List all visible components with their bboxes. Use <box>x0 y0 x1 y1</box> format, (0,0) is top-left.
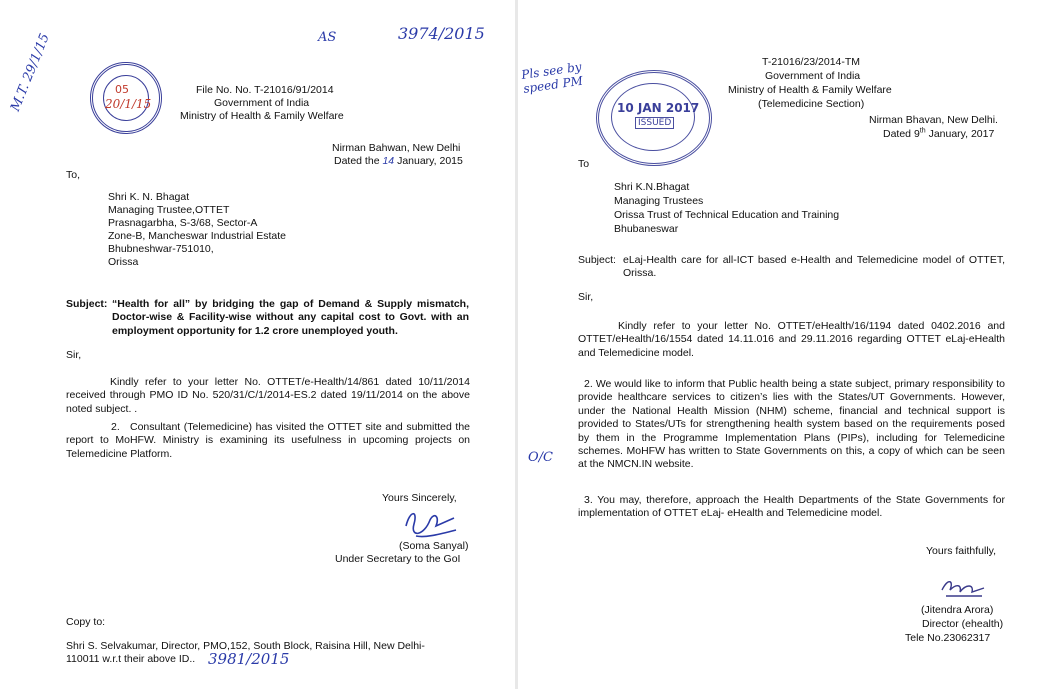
address-line-4: Bhubaneswar <box>614 223 679 235</box>
stamp-date: 10 JAN 2017 <box>617 101 700 115</box>
ministry-name: Ministry of Health & Family Welfare <box>728 84 892 96</box>
section-name: (Telemedicine Section) <box>758 98 865 110</box>
handwritten-margin-note: O/C <box>528 450 553 465</box>
handwritten-reference: 3974/2015 <box>398 24 485 43</box>
address-line-1: Shri K.N.Bhagat <box>614 181 690 193</box>
letter-2017 <box>522 0 1041 689</box>
file-number: File No. No. T-21016/91/2014 <box>196 84 334 96</box>
stamp-issued: ISSUED <box>635 117 674 129</box>
address-line-4: Zone-B, Mancheswar Industrial Estate <box>108 230 286 242</box>
handwritten-note: Pls see by speed PM <box>520 59 584 96</box>
copy-line-2: 110011 w.r.t their above ID.. <box>66 653 196 665</box>
closing: Yours faithfully, <box>926 545 997 557</box>
place: Nirman Bahwan, New Delhi <box>332 142 461 154</box>
to-label: To <box>578 158 590 170</box>
date-day: 14 <box>382 155 395 167</box>
address-line-2: Managing Trustee,OTTET <box>108 204 230 216</box>
govt-name: Government of India <box>765 70 861 82</box>
closing: Yours Sincerely, <box>382 492 457 504</box>
copy-line-1: Shri S. Selvakumar, Director, PMO,152, South Block, Raisina Hill, New Delhi- <box>66 640 425 652</box>
signer-name: (Soma Sanyal) <box>399 540 469 552</box>
date-line <box>883 128 994 141</box>
subject-label: Subject: <box>66 298 108 310</box>
ministry-name: Ministry of Health & Family Welfare <box>180 110 344 122</box>
subject-text: eLaj-Health care for all-ICT based e-Health and Telemedicine model of OTTET, Orissa. <box>623 254 1005 280</box>
handwritten-margin-note: M.T. 29/1/15 <box>8 31 53 114</box>
date-suffix: January, 2015 <box>397 155 463 167</box>
date-day: 9 <box>913 128 920 140</box>
handwritten-copy-reference: 3981/2015 <box>208 650 290 668</box>
signer-title: Under Secretary to the GoI <box>335 553 461 565</box>
page-divider <box>515 0 518 689</box>
handwritten-initials: AS <box>318 30 337 45</box>
place: Nirman Bhavan, New Delhi. <box>869 114 998 126</box>
subject-text: “Health for all” by bridging the gap of Demand & Supply mismatch, Doctor-wise & Facility-wise without any capital cost to Govt. with an employment opportunity for 1.2 crore unemployed youth. <box>112 298 469 337</box>
address-line-5: Bhubneshwar-751010, <box>108 243 214 255</box>
signature-mark <box>396 506 466 542</box>
paragraph-2: Consultant (Telemedicine) has visited the OTTET site and submitted the report to MoHFW. Ministry is examining its usefulness in upcoming projects on Telemedicine Platform. <box>66 421 470 460</box>
subject-label: Subject: <box>578 254 616 266</box>
issued-stamp <box>596 70 712 166</box>
paragraph-2: 2. We would like to inform that Public health being a state subject, primary responsibility to provide healthcare services to citizen’s lies with the States/UT Governments. However, under the National Health Mission (NHM) scheme, financial and technical support is provided to States/UTs for strengthening health system based on the requirements posed by them in the Programme Implementation Plans (PIPs), including for Telemedicine schemes. MoHFW has written to State Governments on this, a copy of which can be seen at the NMCN.IN website. <box>578 378 1005 471</box>
date-line <box>334 155 463 168</box>
salutation: Sir, <box>66 349 82 361</box>
govt-name: Government of India <box>214 97 310 109</box>
file-number: T-21016/23/2014-TM <box>762 56 861 68</box>
date-prefix: Dated <box>883 128 912 140</box>
stamp-date: 20/1/15 <box>105 97 152 111</box>
letter-2015 <box>0 0 512 689</box>
paragraph-3: 3. You may, therefore, approach the Health Departments of the State Governments for implementation of OTTET eLaj- eHealth and Telemedicine model. <box>578 494 1005 520</box>
signer-title: Director (ehealth) <box>922 618 1004 630</box>
salutation: Sir, <box>578 291 594 303</box>
stamp-number: 05 <box>115 83 129 96</box>
signer-tel: Tele No.23062317 <box>905 632 991 644</box>
address-line-3: Orissa Trust of Technical Education and Training <box>614 209 840 221</box>
paragraph-1: Kindly refer to your letter No. OTTET/e-Health/14/861 dated 10/11/2014 received through PMO ID No. 520/31/C/1/2014-ES.2 dated 19/11/2014 on the above noted subject. . <box>66 376 470 415</box>
copy-to-label: Copy to: <box>66 616 106 628</box>
receipt-stamp <box>90 62 162 134</box>
signature-mark <box>936 574 992 602</box>
to-label: To, <box>66 169 81 181</box>
date-suffix: January, 2017 <box>928 128 995 140</box>
address-line-3: Prasnagarbha, S-3/68, Sector-A <box>108 217 258 229</box>
address-line-6: Orissa <box>108 256 139 268</box>
paragraph-1: Kindly refer to your letter No. OTTET/eHealth/16/1194 dated 0402.2016 and OTTET/eHealth/16/1554 dated 14.11.016 and 29.11.2016 regarding OTTET eLaj-eHealth and Telemedicine model. <box>578 320 1005 359</box>
address-line-2: Managing Trustees <box>614 195 704 207</box>
date-prefix: Dated the <box>334 155 380 167</box>
signer-name: (Jitendra Arora) <box>921 604 994 616</box>
paragraph-2-number: 2. <box>111 421 120 433</box>
address-line-1: Shri K. N. Bhagat <box>108 191 190 203</box>
date-day-suffix: th <box>919 127 926 135</box>
